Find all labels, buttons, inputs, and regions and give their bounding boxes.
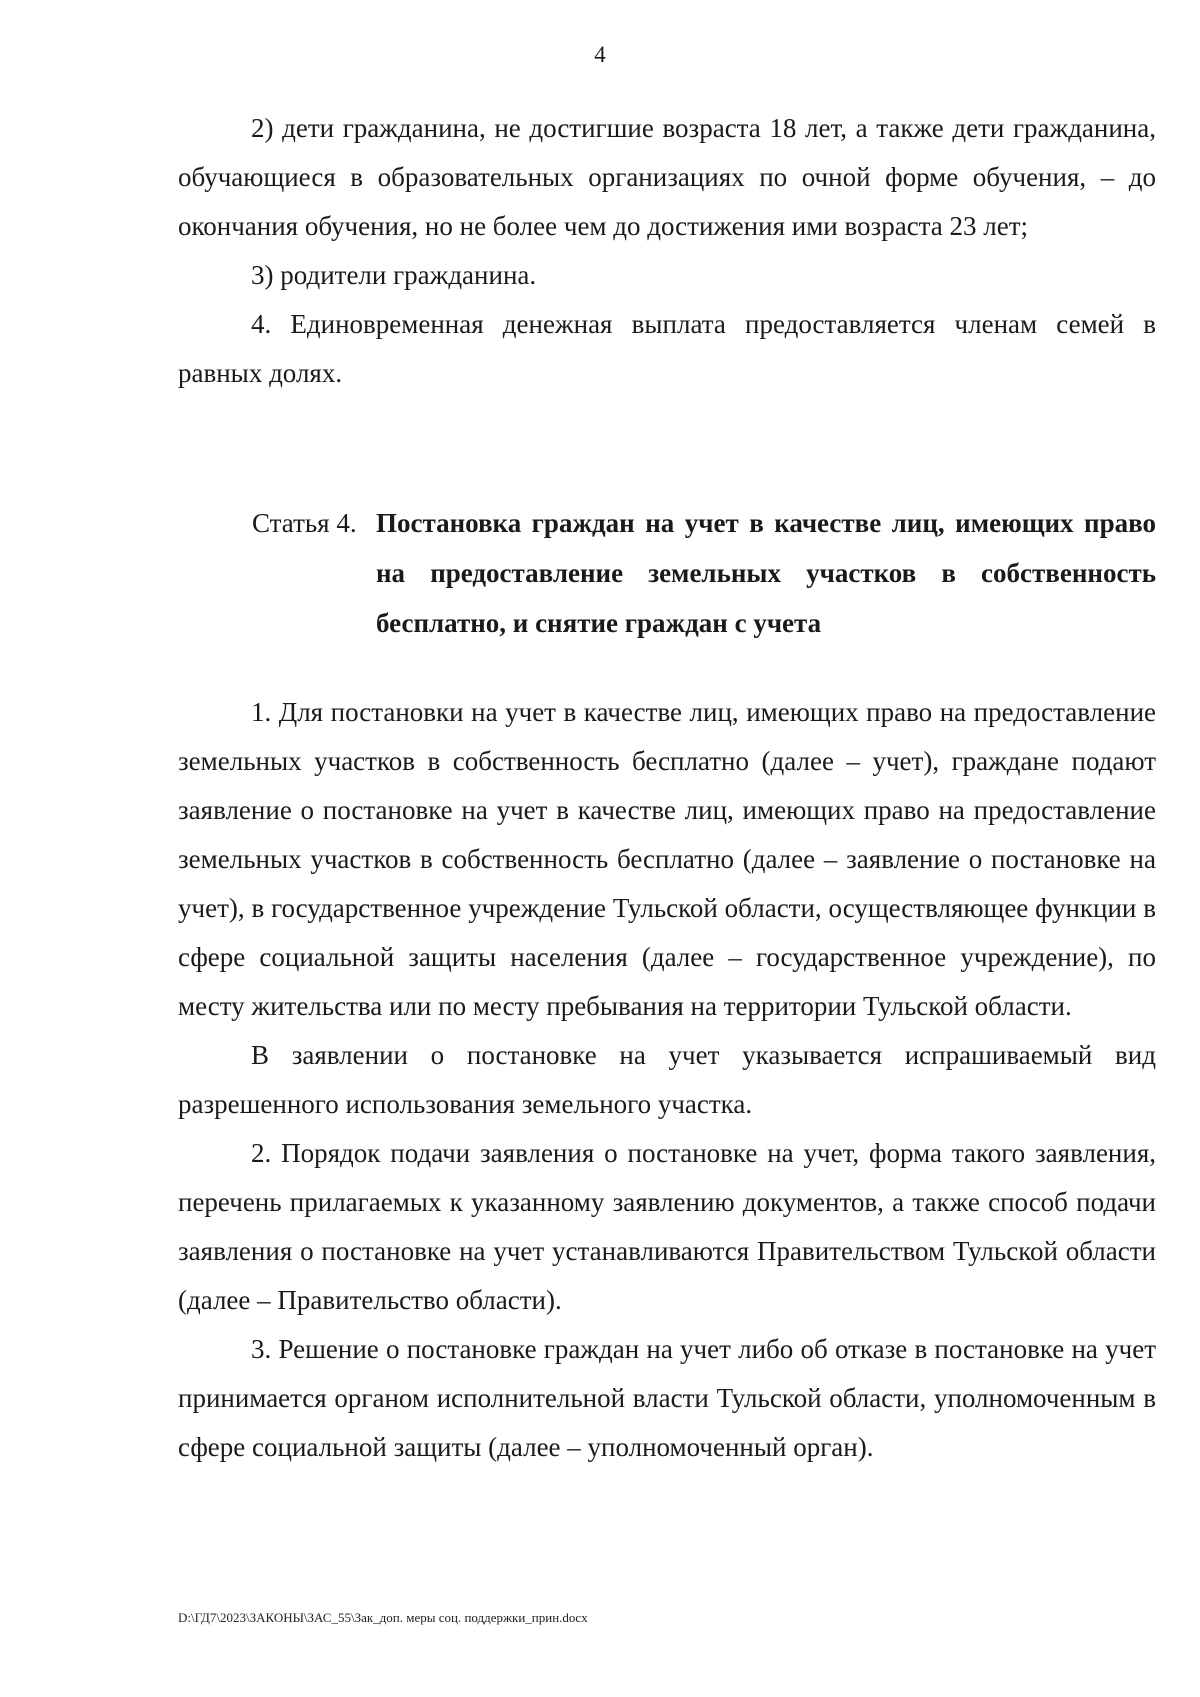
- paragraph-payment-shares: 4. Единовременная денежная выплата предоставляется членам семей в равных долях.: [178, 309, 1156, 388]
- paragraph-block-lower: [178, 688, 1156, 1472]
- page-number: 4: [594, 42, 606, 67]
- paragraph-block-upper: [178, 104, 1156, 398]
- article-number: Статья 4.: [252, 508, 357, 538]
- paragraph-parents-clause: 3) родители гражданина.: [251, 260, 537, 290]
- article-title: Постановка граждан на учет в качестве лиц, имеющих право на предоставление земельных участков в собственность бесплатно, и снятие граждан с учета: [376, 508, 1156, 638]
- paragraph-registration-decision: 3. Решение о постановке граждан на учет либо об отказе в постановке на учет принимается органом исполнительной власти Тульской области, уполномоченным в сфере социальной защиты (далее – уполномоченный орган).: [178, 1334, 1156, 1462]
- paragraph-registration-application: 1. Для постановки на учет в качестве лиц, имеющих право на предоставление земельных участков в собственность бесплатно (далее – учет), граждане подают заявление о постановке на учет в качестве лиц, имеющих право на предоставление земельных участков в собственность бесплатно (далее – заявление о постановке на учет), в государственное учреждение Тульской области, осуществляющее функции в сфере социальной защиты населения (далее – государственное учреждение), по месту жительства или по месту пребывания на территории Тульской области.: [178, 697, 1156, 1021]
- paragraph-land-use-type: В заявлении о постановке на учет указывается испрашиваемый вид разрешенного использования земельного участка.: [178, 1040, 1156, 1119]
- footer-file-path: D:\ГД7\2023\ЗАКОНЫ\ЗАС_55\Зак_доп. меры соц. поддержки_прин.docx: [178, 1610, 588, 1625]
- paragraph-children-clause: 2) дети гражданина, не достигшие возраста 18 лет, а также дети гражданина, обучающиеся в образовательных организациях по очной форме обучения, – до окончания обучения, но не более чем до достижения ими возраста 23 лет;: [178, 113, 1156, 241]
- paragraph-application-procedure: 2. Порядок подачи заявления о постановке на учет, форма такого заявления, перечень прилагаемых к указанному заявлению документов, а также способ подачи заявления о постановке на учет устанавливаются Правительством Тульской области (далее – Правительство области).: [178, 1138, 1156, 1315]
